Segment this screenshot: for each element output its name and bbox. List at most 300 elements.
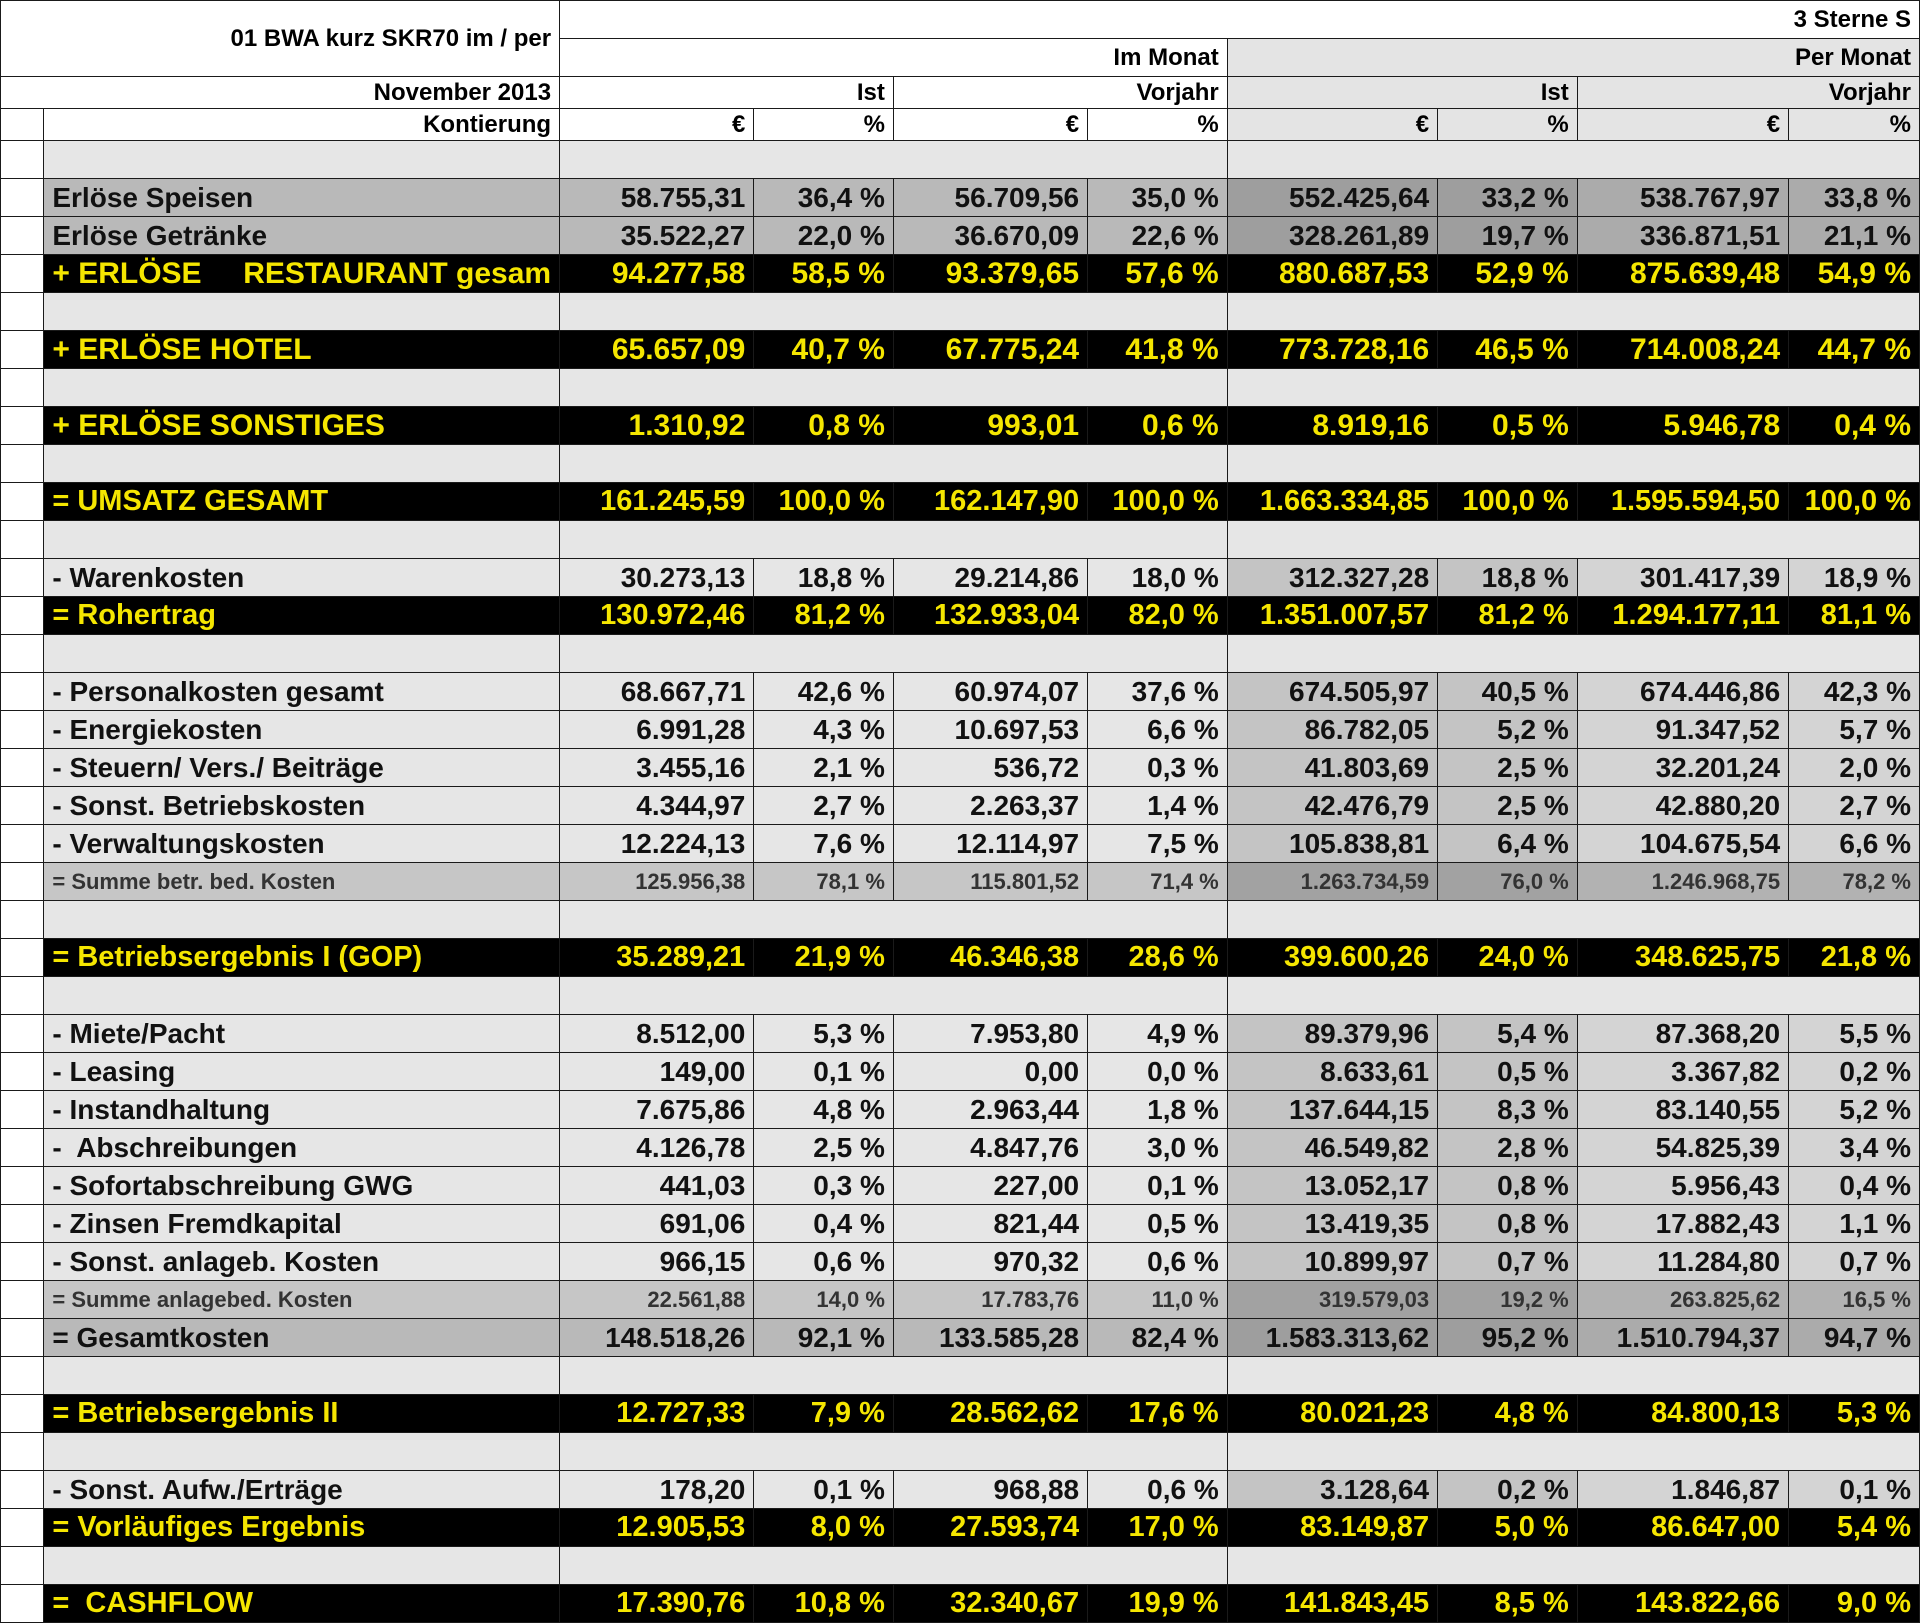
table-row bbox=[1, 1167, 1920, 1205]
amount-cell: 1.246.968,75 bbox=[1577, 863, 1788, 901]
row-marker bbox=[1, 1091, 44, 1129]
table-row bbox=[1, 1205, 1920, 1243]
amount-cell: 130.972,46 bbox=[560, 597, 754, 635]
amount-cell: 714.008,24 bbox=[1577, 331, 1788, 369]
table-row bbox=[1, 749, 1920, 787]
percent-cell: 6,6 % bbox=[1789, 825, 1920, 863]
percent-cell: 8,5 % bbox=[1438, 1585, 1578, 1623]
amount-cell: 32.340,67 bbox=[893, 1585, 1087, 1623]
amount-cell: 161.245,59 bbox=[560, 483, 754, 521]
amount-cell: 227,00 bbox=[893, 1167, 1087, 1205]
table-row bbox=[1, 1281, 1920, 1319]
percent-cell: 19,9 % bbox=[1088, 1585, 1228, 1623]
amount-cell: 105.838,81 bbox=[1227, 825, 1437, 863]
table-row bbox=[1, 407, 1920, 445]
percent-cell: 18,9 % bbox=[1789, 559, 1920, 597]
percent-cell: 9,0 % bbox=[1789, 1585, 1920, 1623]
table-row bbox=[1, 825, 1920, 863]
pct-header: % bbox=[1438, 109, 1578, 141]
percent-cell: 5,4 % bbox=[1438, 1015, 1578, 1053]
percent-cell: 78,2 % bbox=[1789, 863, 1920, 901]
amount-cell: 148.518,26 bbox=[560, 1319, 754, 1357]
amount-cell: 133.585,28 bbox=[893, 1319, 1087, 1357]
col-vorjahr-per: Vorjahr bbox=[1577, 77, 1919, 109]
col-ist-per: Ist bbox=[1227, 77, 1577, 109]
percent-cell: 22,0 % bbox=[754, 217, 894, 255]
row-label: + ERLÖSE RESTAURANT gesam bbox=[44, 255, 560, 293]
row-marker bbox=[1, 407, 44, 445]
amount-cell: 104.675,54 bbox=[1577, 825, 1788, 863]
percent-cell: 19,2 % bbox=[1438, 1281, 1578, 1319]
amount-cell: 993,01 bbox=[893, 407, 1087, 445]
spacer-row bbox=[1, 1547, 1920, 1585]
amount-cell: 7.675,86 bbox=[560, 1091, 754, 1129]
amount-cell: 536,72 bbox=[893, 749, 1087, 787]
percent-cell: 17,0 % bbox=[1088, 1509, 1228, 1547]
percent-cell: 46,5 % bbox=[1438, 331, 1578, 369]
row-label: - Instandhaltung bbox=[44, 1091, 560, 1129]
amount-cell: 132.933,04 bbox=[893, 597, 1087, 635]
amount-cell: 149,00 bbox=[560, 1053, 754, 1091]
amount-cell: 3.367,82 bbox=[1577, 1053, 1788, 1091]
amount-cell: 162.147,90 bbox=[893, 483, 1087, 521]
amount-cell: 17.783,76 bbox=[893, 1281, 1087, 1319]
row-label: - Energiekosten bbox=[44, 711, 560, 749]
row-marker bbox=[1, 1319, 44, 1357]
percent-cell: 100,0 % bbox=[754, 483, 894, 521]
row-marker bbox=[1, 179, 44, 217]
percent-cell: 44,7 % bbox=[1789, 331, 1920, 369]
amount-cell: 875.639,48 bbox=[1577, 255, 1788, 293]
amount-cell: 336.871,51 bbox=[1577, 217, 1788, 255]
percent-cell: 57,6 % bbox=[1088, 255, 1228, 293]
percent-cell: 42,3 % bbox=[1789, 673, 1920, 711]
row-marker bbox=[1, 749, 44, 787]
percent-cell: 100,0 % bbox=[1088, 483, 1228, 521]
table-row bbox=[1, 1053, 1920, 1091]
amount-cell: 115.801,52 bbox=[893, 863, 1087, 901]
amount-cell: 8.633,61 bbox=[1227, 1053, 1437, 1091]
row-label: - Miete/Pacht bbox=[44, 1015, 560, 1053]
row-label: = Gesamtkosten bbox=[44, 1319, 560, 1357]
percent-cell: 1,8 % bbox=[1088, 1091, 1228, 1129]
table-row bbox=[1, 255, 1920, 293]
pct-header: % bbox=[1088, 109, 1228, 141]
amount-cell: 42.880,20 bbox=[1577, 787, 1788, 825]
table-row bbox=[1, 1471, 1920, 1509]
row-label: - Sonst. anlageb. Kosten bbox=[44, 1243, 560, 1281]
percent-cell: 5,5 % bbox=[1789, 1015, 1920, 1053]
euro-header: € bbox=[893, 109, 1087, 141]
spacer-row bbox=[1, 901, 1920, 939]
amount-cell: 1.310,92 bbox=[560, 407, 754, 445]
amount-cell: 13.052,17 bbox=[1227, 1167, 1437, 1205]
amount-cell: 3.128,64 bbox=[1227, 1471, 1437, 1509]
percent-cell: 2,7 % bbox=[754, 787, 894, 825]
spacer-row bbox=[1, 1433, 1920, 1471]
percent-cell: 3,4 % bbox=[1789, 1129, 1920, 1167]
amount-cell: 68.667,71 bbox=[560, 673, 754, 711]
amount-cell: 4.847,76 bbox=[893, 1129, 1087, 1167]
percent-cell: 22,6 % bbox=[1088, 217, 1228, 255]
amount-cell: 11.284,80 bbox=[1577, 1243, 1788, 1281]
amount-cell: 30.273,13 bbox=[560, 559, 754, 597]
row-marker bbox=[1, 1509, 44, 1547]
amount-cell: 83.149,87 bbox=[1227, 1509, 1437, 1547]
table-row bbox=[1, 1585, 1920, 1623]
amount-cell: 8.512,00 bbox=[560, 1015, 754, 1053]
amount-cell: 83.140,55 bbox=[1577, 1091, 1788, 1129]
percent-cell: 2,7 % bbox=[1789, 787, 1920, 825]
table-row bbox=[1, 1015, 1920, 1053]
amount-cell: 27.593,74 bbox=[893, 1509, 1087, 1547]
amount-cell: 5.946,78 bbox=[1577, 407, 1788, 445]
percent-cell: 58,5 % bbox=[754, 255, 894, 293]
percent-cell: 4,3 % bbox=[754, 711, 894, 749]
amount-cell: 312.327,28 bbox=[1227, 559, 1437, 597]
percent-cell: 0,8 % bbox=[1438, 1205, 1578, 1243]
amount-cell: 35.289,21 bbox=[560, 939, 754, 977]
amount-cell: 91.347,52 bbox=[1577, 711, 1788, 749]
row-label: + ERLÖSE HOTEL bbox=[44, 331, 560, 369]
table-row bbox=[1, 1243, 1920, 1281]
euro-header: € bbox=[1227, 109, 1437, 141]
percent-cell: 4,9 % bbox=[1088, 1015, 1228, 1053]
pct-header: % bbox=[1789, 109, 1920, 141]
amount-cell: 3.455,16 bbox=[560, 749, 754, 787]
percent-cell: 0,6 % bbox=[1088, 1243, 1228, 1281]
percent-cell: 0,2 % bbox=[1789, 1053, 1920, 1091]
period-label: November 2013 bbox=[1, 77, 560, 109]
percent-cell: 33,2 % bbox=[1438, 179, 1578, 217]
row-marker bbox=[1, 1585, 44, 1623]
row-marker bbox=[1, 1395, 44, 1433]
amount-cell: 87.368,20 bbox=[1577, 1015, 1788, 1053]
percent-cell: 92,1 % bbox=[754, 1319, 894, 1357]
amount-cell: 2.263,37 bbox=[893, 787, 1087, 825]
table-row bbox=[1, 597, 1920, 635]
percent-cell: 0,6 % bbox=[754, 1243, 894, 1281]
row-marker bbox=[1, 1205, 44, 1243]
percent-cell: 7,6 % bbox=[754, 825, 894, 863]
percent-cell: 5,3 % bbox=[1789, 1395, 1920, 1433]
pct-header: % bbox=[754, 109, 894, 141]
row-marker bbox=[1, 1129, 44, 1167]
percent-cell: 82,4 % bbox=[1088, 1319, 1228, 1357]
row-marker bbox=[1, 1167, 44, 1205]
amount-cell: 970,32 bbox=[893, 1243, 1087, 1281]
amount-cell: 773.728,16 bbox=[1227, 331, 1437, 369]
percent-cell: 0,4 % bbox=[1789, 1167, 1920, 1205]
group-per-monat: Per Monat bbox=[1227, 39, 1919, 77]
percent-cell: 21,9 % bbox=[754, 939, 894, 977]
amount-cell: 4.126,78 bbox=[560, 1129, 754, 1167]
percent-cell: 0,7 % bbox=[1438, 1243, 1578, 1281]
percent-cell: 2,5 % bbox=[754, 1129, 894, 1167]
percent-cell: 0,5 % bbox=[1438, 1053, 1578, 1091]
percent-cell: 35,0 % bbox=[1088, 179, 1228, 217]
percent-cell: 2,5 % bbox=[1438, 787, 1578, 825]
kontierung-label: Kontierung bbox=[44, 109, 560, 141]
table-row bbox=[1, 1509, 1920, 1547]
amount-cell: 5.956,43 bbox=[1577, 1167, 1788, 1205]
percent-cell: 2,5 % bbox=[1438, 749, 1578, 787]
amount-cell: 84.800,13 bbox=[1577, 1395, 1788, 1433]
percent-cell: 18,8 % bbox=[1438, 559, 1578, 597]
amount-cell: 42.476,79 bbox=[1227, 787, 1437, 825]
amount-cell: 80.021,23 bbox=[1227, 1395, 1437, 1433]
row-marker bbox=[1, 825, 44, 863]
percent-cell: 18,8 % bbox=[754, 559, 894, 597]
amount-cell: 0,00 bbox=[893, 1053, 1087, 1091]
euro-header: € bbox=[1577, 109, 1788, 141]
percent-cell: 19,7 % bbox=[1438, 217, 1578, 255]
percent-cell: 5,0 % bbox=[1438, 1509, 1578, 1547]
percent-cell: 7,5 % bbox=[1088, 825, 1228, 863]
amount-cell: 674.446,86 bbox=[1577, 673, 1788, 711]
row-label: - Steuern/ Vers./ Beiträge bbox=[44, 749, 560, 787]
percent-cell: 16,5 % bbox=[1789, 1281, 1920, 1319]
amount-cell: 441,03 bbox=[560, 1167, 754, 1205]
col-ist-month: Ist bbox=[560, 77, 894, 109]
percent-cell: 0,7 % bbox=[1789, 1243, 1920, 1281]
row-marker bbox=[1, 711, 44, 749]
amount-cell: 12.905,53 bbox=[560, 1509, 754, 1547]
table-row bbox=[1, 787, 1920, 825]
row-label: - Warenkosten bbox=[44, 559, 560, 597]
percent-cell: 0,1 % bbox=[754, 1471, 894, 1509]
row-label: + ERLÖSE SONSTIGES bbox=[44, 407, 560, 445]
amount-cell: 538.767,97 bbox=[1577, 179, 1788, 217]
spacer-row bbox=[1, 445, 1920, 483]
percent-cell: 4,8 % bbox=[754, 1091, 894, 1129]
table-row bbox=[1, 217, 1920, 255]
table-row bbox=[1, 1091, 1920, 1129]
amount-cell: 93.379,65 bbox=[893, 255, 1087, 293]
row-marker bbox=[1, 939, 44, 977]
amount-cell: 12.727,33 bbox=[560, 1395, 754, 1433]
row-label: = Betriebsergebnis II bbox=[44, 1395, 560, 1433]
percent-cell: 76,0 % bbox=[1438, 863, 1578, 901]
amount-cell: 35.522,27 bbox=[560, 217, 754, 255]
amount-cell: 2.963,44 bbox=[893, 1091, 1087, 1129]
amount-cell: 8.919,16 bbox=[1227, 407, 1437, 445]
amount-cell: 263.825,62 bbox=[1577, 1281, 1788, 1319]
amount-cell: 552.425,64 bbox=[1227, 179, 1437, 217]
amount-cell: 1.663.334,85 bbox=[1227, 483, 1437, 521]
amount-cell: 143.822,66 bbox=[1577, 1585, 1788, 1623]
euro-header: € bbox=[560, 109, 754, 141]
row-marker bbox=[1, 331, 44, 369]
percent-cell: 0,1 % bbox=[1789, 1471, 1920, 1509]
table-row bbox=[1, 673, 1920, 711]
col-vorjahr-month: Vorjahr bbox=[893, 77, 1227, 109]
percent-cell: 94,7 % bbox=[1789, 1319, 1920, 1357]
percent-cell: 1,1 % bbox=[1789, 1205, 1920, 1243]
amount-cell: 86.647,00 bbox=[1577, 1509, 1788, 1547]
amount-cell: 60.974,07 bbox=[893, 673, 1087, 711]
percent-cell: 14,0 % bbox=[754, 1281, 894, 1319]
amount-cell: 10.899,97 bbox=[1227, 1243, 1437, 1281]
amount-cell: 178,20 bbox=[560, 1471, 754, 1509]
percent-cell: 17,6 % bbox=[1088, 1395, 1228, 1433]
amount-cell: 348.625,75 bbox=[1577, 939, 1788, 977]
table-row bbox=[1, 331, 1920, 369]
percent-cell: 0,5 % bbox=[1088, 1205, 1228, 1243]
percent-cell: 6,6 % bbox=[1088, 711, 1228, 749]
row-label: = Vorläufiges Ergebnis bbox=[44, 1509, 560, 1547]
row-label: - Leasing bbox=[44, 1053, 560, 1091]
row-marker bbox=[1, 787, 44, 825]
row-marker bbox=[1, 1015, 44, 1053]
percent-cell: 0,3 % bbox=[754, 1167, 894, 1205]
percent-cell: 24,0 % bbox=[1438, 939, 1578, 977]
amount-cell: 821,44 bbox=[893, 1205, 1087, 1243]
percent-cell: 100,0 % bbox=[1789, 483, 1920, 521]
amount-cell: 12.224,13 bbox=[560, 825, 754, 863]
amount-cell: 94.277,58 bbox=[560, 255, 754, 293]
amount-cell: 968,88 bbox=[893, 1471, 1087, 1509]
percent-cell: 3,0 % bbox=[1088, 1129, 1228, 1167]
amount-cell: 7.953,80 bbox=[893, 1015, 1087, 1053]
percent-cell: 0,3 % bbox=[1088, 749, 1228, 787]
percent-cell: 0,1 % bbox=[1088, 1167, 1228, 1205]
amount-cell: 36.670,09 bbox=[893, 217, 1087, 255]
spacer-row bbox=[1, 293, 1920, 331]
row-label: = Rohertrag bbox=[44, 597, 560, 635]
amount-cell: 67.775,24 bbox=[893, 331, 1087, 369]
row-marker bbox=[1, 1053, 44, 1091]
amount-cell: 1.263.734,59 bbox=[1227, 863, 1437, 901]
amount-cell: 691,06 bbox=[560, 1205, 754, 1243]
row-marker bbox=[1, 863, 44, 901]
amount-cell: 319.579,03 bbox=[1227, 1281, 1437, 1319]
amount-cell: 32.201,24 bbox=[1577, 749, 1788, 787]
report-title: 01 BWA kurz SKR70 im / per bbox=[1, 1, 560, 77]
row-marker bbox=[1, 255, 44, 293]
percent-cell: 81,2 % bbox=[754, 597, 894, 635]
percent-cell: 5,3 % bbox=[754, 1015, 894, 1053]
percent-cell: 0,4 % bbox=[754, 1205, 894, 1243]
row-label: - Verwaltungskosten bbox=[44, 825, 560, 863]
percent-cell: 0,6 % bbox=[1088, 407, 1228, 445]
table-row bbox=[1, 939, 1920, 977]
percent-cell: 71,4 % bbox=[1088, 863, 1228, 901]
amount-cell: 58.755,31 bbox=[560, 179, 754, 217]
group-im-monat: Im Monat bbox=[560, 39, 1228, 77]
amount-cell: 46.549,82 bbox=[1227, 1129, 1437, 1167]
row-label: - Abschreibungen bbox=[44, 1129, 560, 1167]
company-name: 3 Sterne S bbox=[560, 1, 1920, 39]
amount-cell: 17.390,76 bbox=[560, 1585, 754, 1623]
amount-cell: 1.351.007,57 bbox=[1227, 597, 1437, 635]
row-label: - Personalkosten gesamt bbox=[44, 673, 560, 711]
percent-cell: 78,1 % bbox=[754, 863, 894, 901]
row-label: Erlöse Getränke bbox=[44, 217, 560, 255]
percent-cell: 40,5 % bbox=[1438, 673, 1578, 711]
percent-cell: 33,8 % bbox=[1789, 179, 1920, 217]
row-marker bbox=[1, 559, 44, 597]
row-label: = CASHFLOW bbox=[44, 1585, 560, 1623]
table-row bbox=[1, 179, 1920, 217]
percent-cell: 54,9 % bbox=[1789, 255, 1920, 293]
amount-cell: 56.709,56 bbox=[893, 179, 1087, 217]
spacer-row bbox=[1, 369, 1920, 407]
amount-cell: 12.114,97 bbox=[893, 825, 1087, 863]
row-label: - Sofortabschreibung GWG bbox=[44, 1167, 560, 1205]
percent-cell: 21,8 % bbox=[1789, 939, 1920, 977]
table-row bbox=[1, 711, 1920, 749]
row-label: = Summe anlagebed. Kosten bbox=[44, 1281, 560, 1319]
percent-cell: 18,0 % bbox=[1088, 559, 1228, 597]
amount-cell: 1.583.313,62 bbox=[1227, 1319, 1437, 1357]
amount-cell: 46.346,38 bbox=[893, 939, 1087, 977]
amount-cell: 328.261,89 bbox=[1227, 217, 1437, 255]
percent-cell: 37,6 % bbox=[1088, 673, 1228, 711]
percent-cell: 7,9 % bbox=[754, 1395, 894, 1433]
percent-cell: 0,8 % bbox=[754, 407, 894, 445]
amount-cell: 1.595.594,50 bbox=[1577, 483, 1788, 521]
amount-cell: 399.600,26 bbox=[1227, 939, 1437, 977]
row-marker bbox=[1, 1243, 44, 1281]
row-label: = Betriebsergebnis I (GOP) bbox=[44, 939, 560, 977]
percent-cell: 5,2 % bbox=[1789, 1091, 1920, 1129]
amount-cell: 17.882,43 bbox=[1577, 1205, 1788, 1243]
amount-cell: 125.956,38 bbox=[560, 863, 754, 901]
amount-cell: 880.687,53 bbox=[1227, 255, 1437, 293]
amount-cell: 41.803,69 bbox=[1227, 749, 1437, 787]
row-label: - Zinsen Fremdkapital bbox=[44, 1205, 560, 1243]
amount-cell: 13.419,35 bbox=[1227, 1205, 1437, 1243]
percent-cell: 81,2 % bbox=[1438, 597, 1578, 635]
percent-cell: 0,5 % bbox=[1438, 407, 1578, 445]
amount-cell: 1.294.177,11 bbox=[1577, 597, 1788, 635]
percent-cell: 11,0 % bbox=[1088, 1281, 1228, 1319]
table-row bbox=[1, 559, 1920, 597]
amount-cell: 54.825,39 bbox=[1577, 1129, 1788, 1167]
row-marker bbox=[1, 483, 44, 521]
amount-cell: 6.991,28 bbox=[560, 711, 754, 749]
percent-cell: 36,4 % bbox=[754, 179, 894, 217]
percent-cell: 40,7 % bbox=[754, 331, 894, 369]
row-label: - Sonst. Aufw./Erträge bbox=[44, 1471, 560, 1509]
percent-cell: 41,8 % bbox=[1088, 331, 1228, 369]
amount-cell: 29.214,86 bbox=[893, 559, 1087, 597]
percent-cell: 8,3 % bbox=[1438, 1091, 1578, 1129]
row-label: = UMSATZ GESAMT bbox=[44, 483, 560, 521]
percent-cell: 2,0 % bbox=[1789, 749, 1920, 787]
percent-cell: 28,6 % bbox=[1088, 939, 1228, 977]
table-row bbox=[1, 863, 1920, 901]
table-row bbox=[1, 1395, 1920, 1433]
amount-cell: 28.562,62 bbox=[893, 1395, 1087, 1433]
percent-cell: 100,0 % bbox=[1438, 483, 1578, 521]
percent-cell: 42,6 % bbox=[754, 673, 894, 711]
amount-cell: 301.417,39 bbox=[1577, 559, 1788, 597]
percent-cell: 8,0 % bbox=[754, 1509, 894, 1547]
percent-cell: 0,8 % bbox=[1438, 1167, 1578, 1205]
spacer-row bbox=[1, 1357, 1920, 1395]
percent-cell: 2,8 % bbox=[1438, 1129, 1578, 1167]
row-marker bbox=[1, 217, 44, 255]
row-marker bbox=[1, 673, 44, 711]
percent-cell: 5,7 % bbox=[1789, 711, 1920, 749]
percent-cell: 2,1 % bbox=[754, 749, 894, 787]
percent-cell: 0,1 % bbox=[754, 1053, 894, 1091]
amount-cell: 10.697,53 bbox=[893, 711, 1087, 749]
percent-cell: 0,0 % bbox=[1088, 1053, 1228, 1091]
percent-cell: 52,9 % bbox=[1438, 255, 1578, 293]
